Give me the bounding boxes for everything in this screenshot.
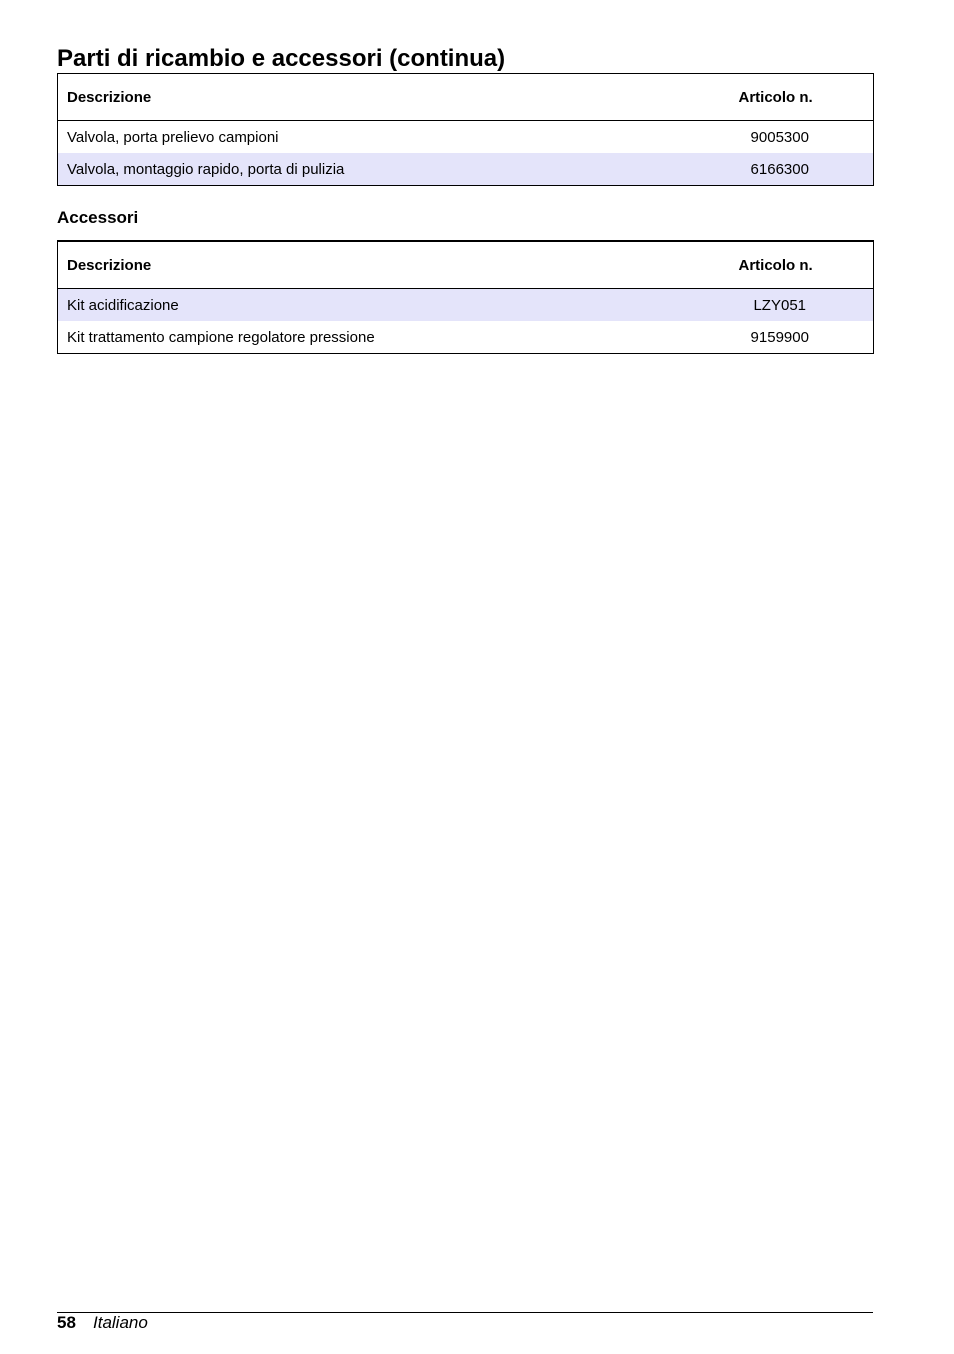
column-header-description: Descrizione	[58, 241, 739, 289]
table-header-row	[58, 74, 874, 121]
table-row	[58, 153, 874, 186]
table-row	[58, 321, 874, 354]
row-item-number: LZY051	[753, 296, 807, 314]
column-header-item-number: Articolo n.	[739, 74, 874, 121]
table-row	[58, 121, 874, 154]
row-description: Kit trattamento campione regolatore pressione	[67, 328, 375, 346]
row-description: Valvola, porta prelievo campioni	[67, 128, 279, 146]
table-row	[58, 289, 874, 322]
footer-divider	[57, 1312, 873, 1313]
column-header-description: Descrizione	[58, 74, 739, 121]
footer-language: Italiano	[93, 1313, 148, 1332]
row-description: Valvola, montaggio rapido, porta di pulizia	[67, 160, 345, 178]
section-heading-accessories: Accessori	[57, 208, 139, 227]
table-header-row	[58, 241, 874, 289]
spare-parts-table	[57, 73, 874, 186]
row-description: Kit acidificazione	[67, 296, 179, 314]
column-header-item-number: Articolo n.	[739, 241, 874, 289]
accessories-table	[57, 240, 874, 354]
row-item-number: 6166300	[750, 160, 809, 178]
page-title: Parti di ricambio e accessori (continua)	[57, 45, 506, 72]
page-number: 58	[57, 1313, 76, 1332]
row-item-number: 9005300	[750, 128, 809, 146]
row-item-number: 9159900	[750, 328, 809, 346]
